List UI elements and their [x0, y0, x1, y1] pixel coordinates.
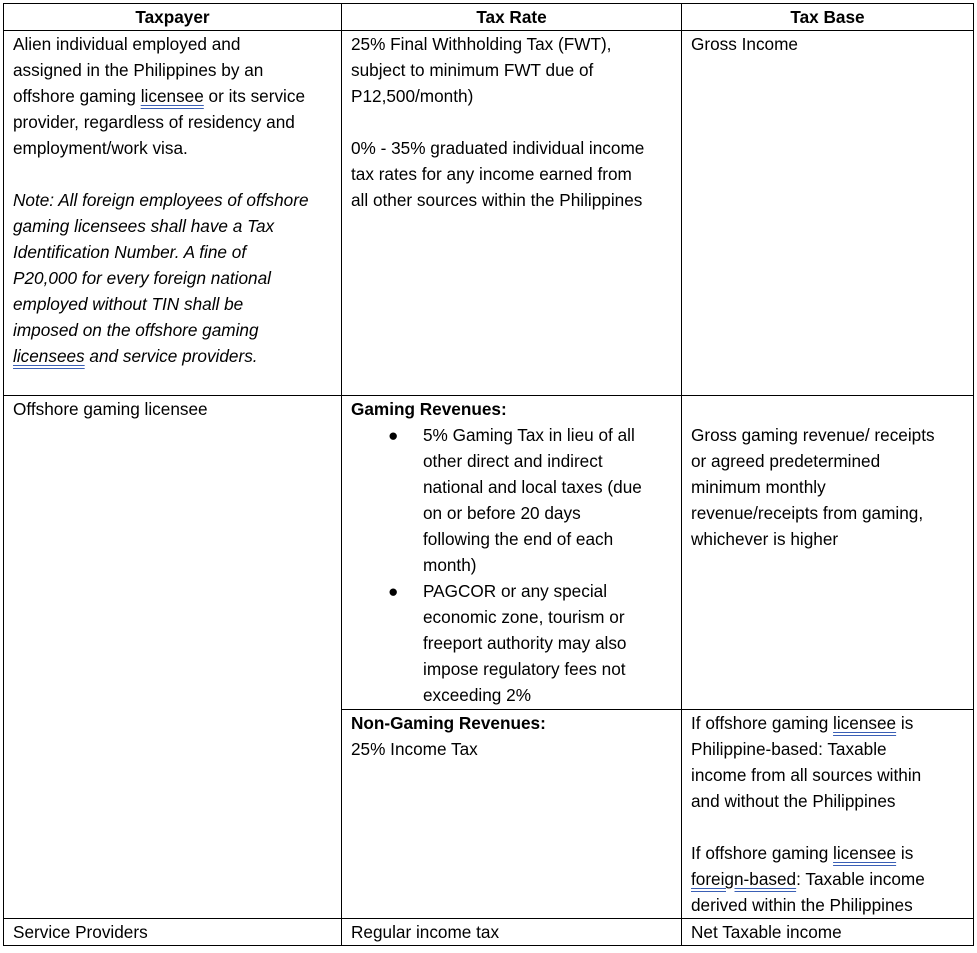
base-gaming: Gross gaming revenue/ receipts or agreed predetermined minimum monthly revenue/receipts from gaming, whichever is higher	[691, 425, 935, 549]
list-item	[351, 422, 672, 578]
spellcheck-word: licensees	[13, 346, 85, 366]
text-segment: Alien individual employed and assigned in the Philippines by an offshore gaming	[13, 34, 264, 106]
cell-rate-gaming	[342, 396, 682, 710]
text-segment: or its service provider, regardless of residency and employment/work visa.	[13, 86, 306, 158]
cell-base-service: Net Taxable income	[682, 919, 974, 946]
bullet-text: 5% Gaming Tax in lieu of all other direct and indirect national and local taxes (due on or before 20 days following the end of each month)	[423, 425, 642, 575]
cell-taxpayer-licensee	[4, 396, 342, 919]
bullet-icon: ●	[388, 581, 399, 601]
header-tax-rate: Tax Rate	[342, 4, 682, 31]
cell-rate-alien	[342, 31, 682, 396]
spellcheck-word: foreign-based	[691, 869, 797, 889]
taxpayer-description	[13, 31, 332, 161]
bullet-text: PAGCOR or any special economic zone, tourism or freeport authority may also impose regulatory fees not exceeding 2%	[423, 581, 627, 705]
text-segment: : Taxable income derived within the Philippines	[691, 869, 925, 915]
text-segment: Note: All foreign employees of offshore gaming licensees shall have a Tax Identification Number. A fine of P20,000 for every foreign national employed without TIN shall be imposed on the offshore gaming	[13, 190, 309, 340]
text-segment: is	[900, 843, 914, 863]
spellcheck-word: licensee	[833, 843, 897, 863]
spellcheck-word: licensee	[833, 713, 897, 733]
table-row-licensee-gaming	[4, 396, 974, 710]
tin-note	[13, 187, 332, 369]
cell-taxpayer-service: Service Providers	[4, 919, 342, 946]
header-tax-base: Tax Base	[682, 4, 974, 31]
rate-graduated: 0% - 35% graduated individual income tax rates for any income earned from all other sources within the Philippines	[351, 138, 645, 210]
gaming-revenues-heading: Gaming Revenues:	[351, 399, 507, 419]
header-row	[4, 4, 974, 31]
table-row-alien-individual	[4, 31, 974, 396]
base-gross-income: Gross Income	[691, 34, 798, 54]
cell-taxpayer-alien	[4, 31, 342, 396]
spellcheck-word: licensee	[140, 86, 204, 106]
tax-table	[3, 3, 974, 946]
text-segment: is Philippine-based: Taxable income from all sources within and without the Philippines	[691, 713, 922, 811]
text-segment: If offshore gaming	[691, 713, 834, 733]
base-philippine-based	[691, 710, 964, 814]
text-segment: If offshore gaming	[691, 843, 834, 863]
header-taxpayer: Taxpayer	[4, 4, 342, 31]
bullet-icon: ●	[388, 425, 399, 445]
list-item	[351, 578, 672, 708]
base-foreign-based	[691, 840, 964, 918]
cell-rate-non-gaming	[342, 710, 682, 919]
taxpayer-licensee: Offshore gaming licensee	[13, 399, 208, 419]
cell-base-alien	[682, 31, 974, 396]
cell-base-non-gaming	[682, 710, 974, 919]
text-segment: and service providers.	[84, 346, 258, 366]
table-row-service-providers	[4, 919, 974, 946]
cell-rate-service: Regular income tax	[342, 919, 682, 946]
non-gaming-revenues-heading: Non-Gaming Revenues:	[351, 713, 546, 733]
cell-base-gaming	[682, 396, 974, 710]
rate-fwt: 25% Final Withholding Tax (FWT), subject to minimum FWT due of P12,500/month)	[351, 34, 612, 106]
rate-income-tax: 25% Income Tax	[351, 739, 478, 759]
gaming-bullet-list	[351, 422, 672, 708]
